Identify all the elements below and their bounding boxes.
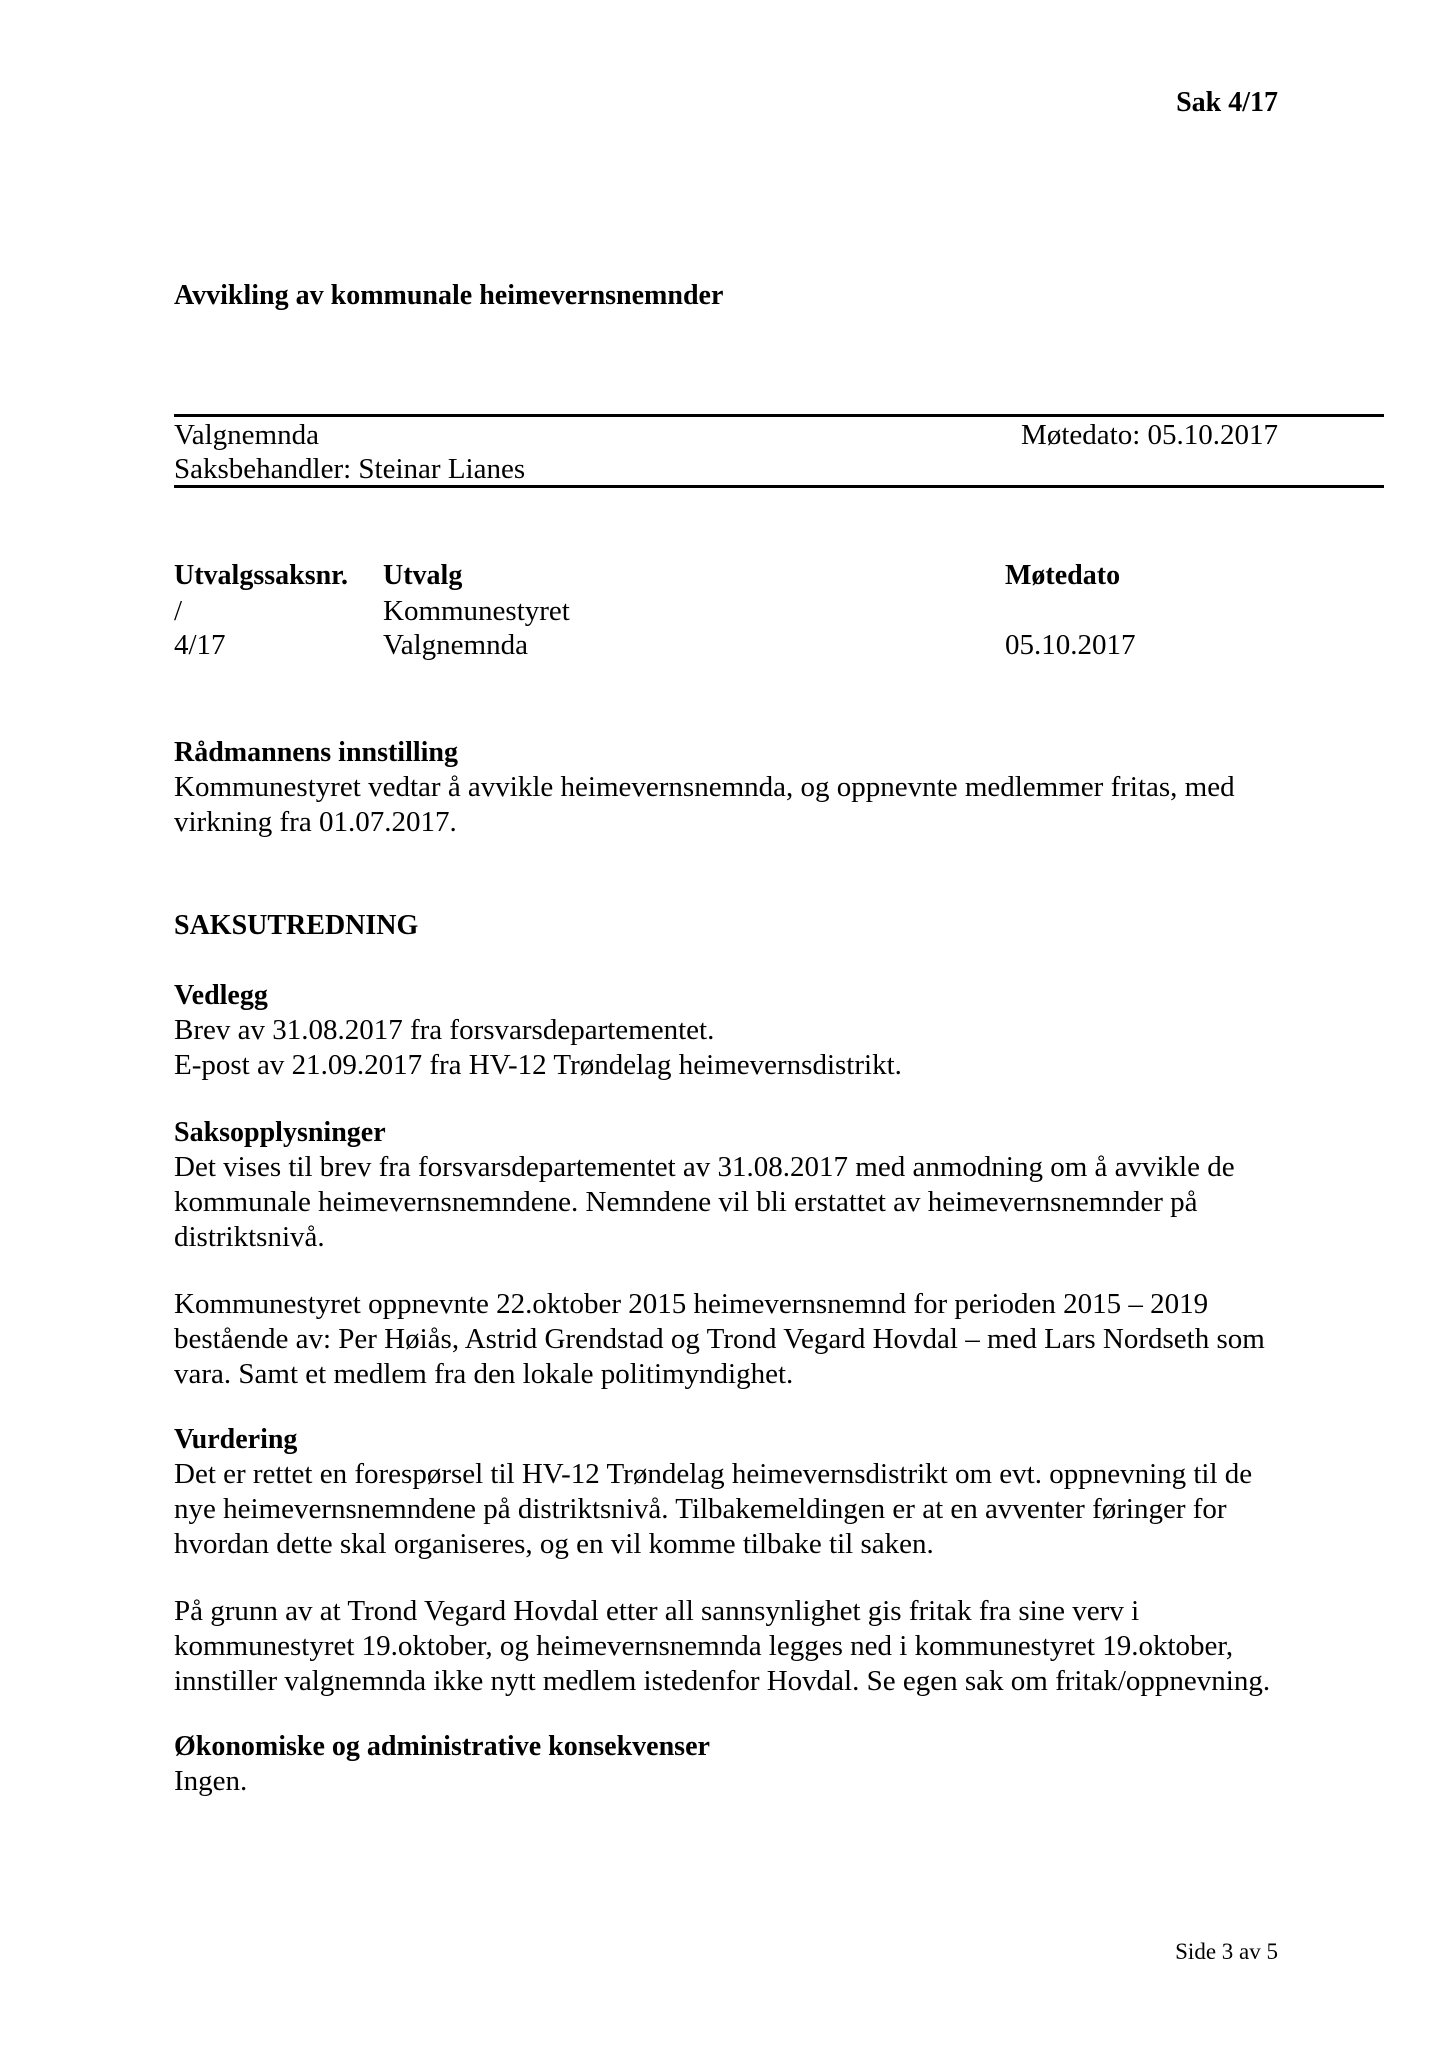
report-heading: SAKSUTREDNING (174, 910, 419, 941)
case-info-heading: Saksopplysninger (174, 1117, 386, 1148)
text-line: bestående av: Per Høiås, Astrid Grendstad og Trond Vegard Hovdal – med Lars Nordseth som (174, 1323, 1265, 1355)
table-cell: 05.10.2017 (1005, 629, 1136, 661)
text-line: kommunestyret 19.oktober, og heimevernsnemnda legges ned i kommunestyret 19.oktober, (174, 1630, 1234, 1662)
table-cell: Kommunestyret (383, 595, 570, 627)
case-info-paragraph-2 (174, 1287, 1354, 1392)
text-line: På grunn av at Trond Vegard Hovdal etter all sannsynlighet gis fritak fra sine verv i (174, 1595, 1140, 1627)
table-cell: Valgnemnda (383, 629, 528, 661)
text-line: hvordan dette skal organiseres, og en vil komme tilbake til saken. (174, 1528, 934, 1560)
text-line: Det er rettet en forespørsel til HV-12 Trøndelag heimevernsdistrikt om evt. oppnevning til de (174, 1458, 1253, 1490)
assessment-paragraph-2 (174, 1594, 1354, 1699)
text-line: Det vises til brev fra forsvarsdepartementet av 31.08.2017 med anmodning om å avvikle de (174, 1151, 1235, 1183)
text-line: Kommunestyret oppnevnte 22.oktober 2015 heimevernsnemnd for perioden 2015 – 2019 (174, 1288, 1209, 1320)
page-number: Side 3 av 5 (1175, 1939, 1278, 1964)
assessment-heading: Vurdering (174, 1424, 298, 1455)
case-officer: Saksbehandler: Steinar Lianes (174, 453, 526, 485)
attachment-item: E-post av 21.09.2017 fra HV-12 Trøndelag heimevernsdistrikt. (174, 1049, 902, 1081)
meeting-date: Møtedato: 05.10.2017 (1021, 419, 1278, 451)
text-line: kommunale heimevernsnemndene. Nemndene vil bli erstattet av heimevernsnemnder på (174, 1186, 1198, 1218)
table-header-date: Møtedato (1005, 560, 1121, 591)
attachment-item: Brev av 31.08.2017 fra forsvarsdepartementet. (174, 1014, 715, 1046)
case-reference: Sak 4/17 (1176, 87, 1278, 118)
consequences-text: Ingen. (174, 1765, 248, 1797)
table-header-committee: Utvalg (383, 560, 463, 591)
text-line: virkning fra 01.07.2017. (174, 806, 457, 838)
text-line: vara. Samt et medlem fra den lokale politimyndighet. (174, 1358, 794, 1390)
text-line: nye heimevernsnemndene på distriktsnivå. Tilbakemeldingen er at en avventer føringer for (174, 1493, 1227, 1525)
top-rule (174, 414, 1384, 417)
assessment-paragraph-1 (174, 1457, 1354, 1562)
table-cell: 4/17 (174, 629, 226, 661)
case-info-paragraph-1 (174, 1150, 1354, 1255)
recommendation-text (174, 770, 1354, 840)
text-line: innstiller valgnemnda ikke nytt medlem istedenfor Hovdal. Se egen sak om fritak/oppnevning. (174, 1665, 1271, 1697)
attachments-heading: Vedlegg (174, 980, 268, 1011)
consequences-heading: Økonomiske og administrative konsekvenser (174, 1731, 710, 1762)
attachments-list (174, 1013, 1354, 1083)
text-line: distriktsnivå. (174, 1221, 325, 1253)
bottom-rule (174, 485, 1384, 488)
table-header-case-no: Utvalgssaksnr. (174, 560, 349, 591)
table-cell: / (174, 595, 183, 627)
text-line: Kommunestyret vedtar å avvikle heimevernsnemnda, og oppnevnte medlemmer fritas, med (174, 771, 1235, 803)
committee-name: Valgnemnda (174, 419, 319, 451)
recommendation-heading: Rådmannens innstilling (174, 737, 458, 768)
document-title: Avvikling av kommunale heimevernsnemnder (174, 280, 724, 311)
